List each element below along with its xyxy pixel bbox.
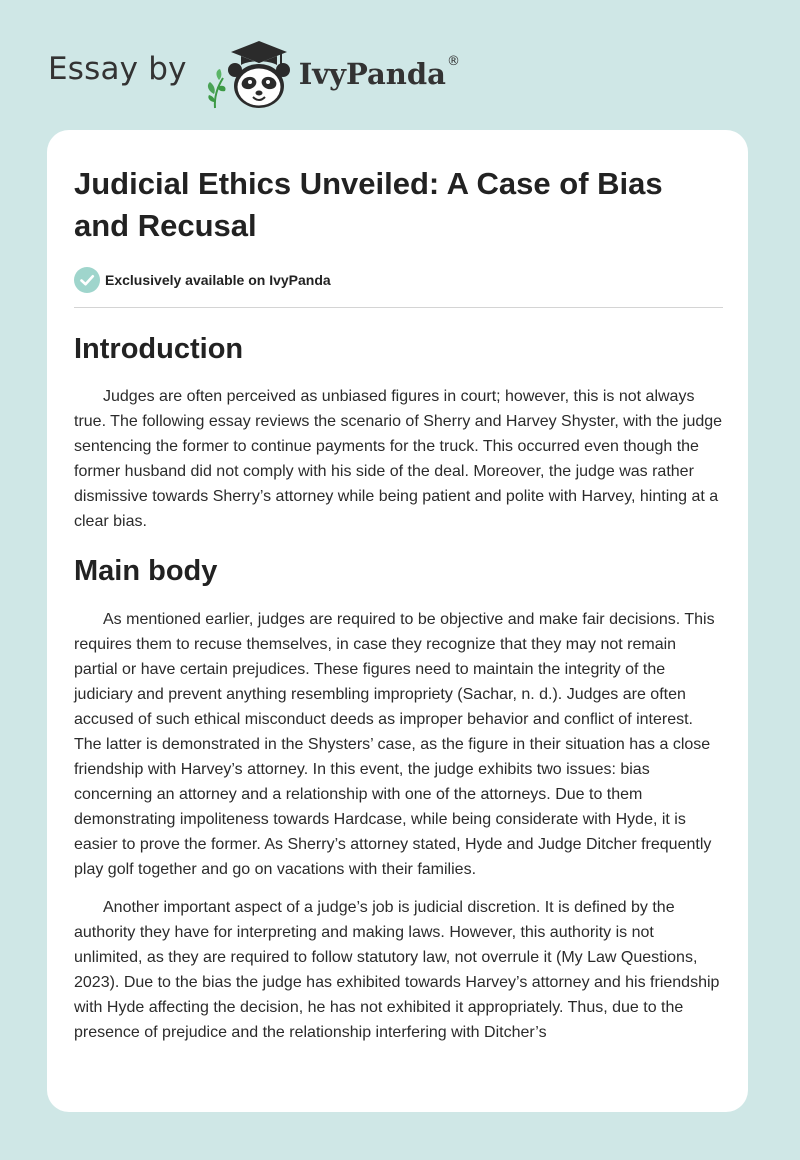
title-divider [74,307,723,308]
brand-name[interactable]: IvyPanda [298,57,446,91]
section-heading: Introduction [74,333,244,365]
brand-header [48,36,460,110]
exclusive-badge [74,267,723,293]
essay-content [74,130,723,1045]
exclusive-badge-label: Exclusively available on IvyPanda [105,272,331,288]
essay-title: Judicial Ethics Unveiled: A Case of Bias and Recusal [74,166,663,243]
essay-card [47,130,748,1112]
section-main-body [74,553,723,1045]
panda-graduate-icon[interactable] [201,36,293,110]
registered-mark: ® [446,54,460,69]
paragraph: Judges are often perceived as unbiased figures in court; however, this is not always true. The following essay reviews the scenario of Sherry and Harvey Shyster, with the judge sentencing the former to continue payments for the truck. This occurred even though the former husband did not comply with his side of the deal. Moreover, the judge was rather dismissive towards Sherry’s attorney while being patient and polite with Harvey, hinting at a clear bias. [74,388,723,530]
section-introduction [74,331,723,534]
check-circle-icon [74,267,100,293]
paragraph: As mentioned earlier, judges are required to be objective and make fair decisions. This requires them to recuse themselves, in case they recognize that they may not remain partial or have certain prejudices. These figures need to maintain the integrity of the judiciary and prevent anything resembling impropriety (Sachar, n. d.). Judges are often accused of such ethical misconduct deeds as improper behavior and conflict of interest. The latter is demonstrated in the Shysters’ case, as the figure in their situation has a close friendship with Harvey’s attorney. In this event, the judge exhibits two issues: bias concerning an attorney and a relationship with one of the attorneys. Due to them demonstrating impoliteness towards Hardcase, while being considerate with Hyde, it is easier to prove the former. As Sherry’s attorney stated, Hyde and Judge Ditcher frequently play golf together and go on vacations with their families. [74,611,715,878]
section-heading: Main body [74,555,218,587]
brand-prefix: Essay by [48,51,187,87]
paragraph: Another important aspect of a judge’s job is judicial discretion. It is defined by the authority they have for interpreting and making laws. However, this authority is not unlimited, as they are required to follow statutory law, not overrule it (My Law Questions, 2023). Due to the bias the judge has exhibited towards Harvey’s attorney and his friendship with Hyde affecting the decision, he has not exhibited it appropriately. Thus, due to the presence of prejudice and the relationship interfering with Ditcher’s [74,899,720,1041]
